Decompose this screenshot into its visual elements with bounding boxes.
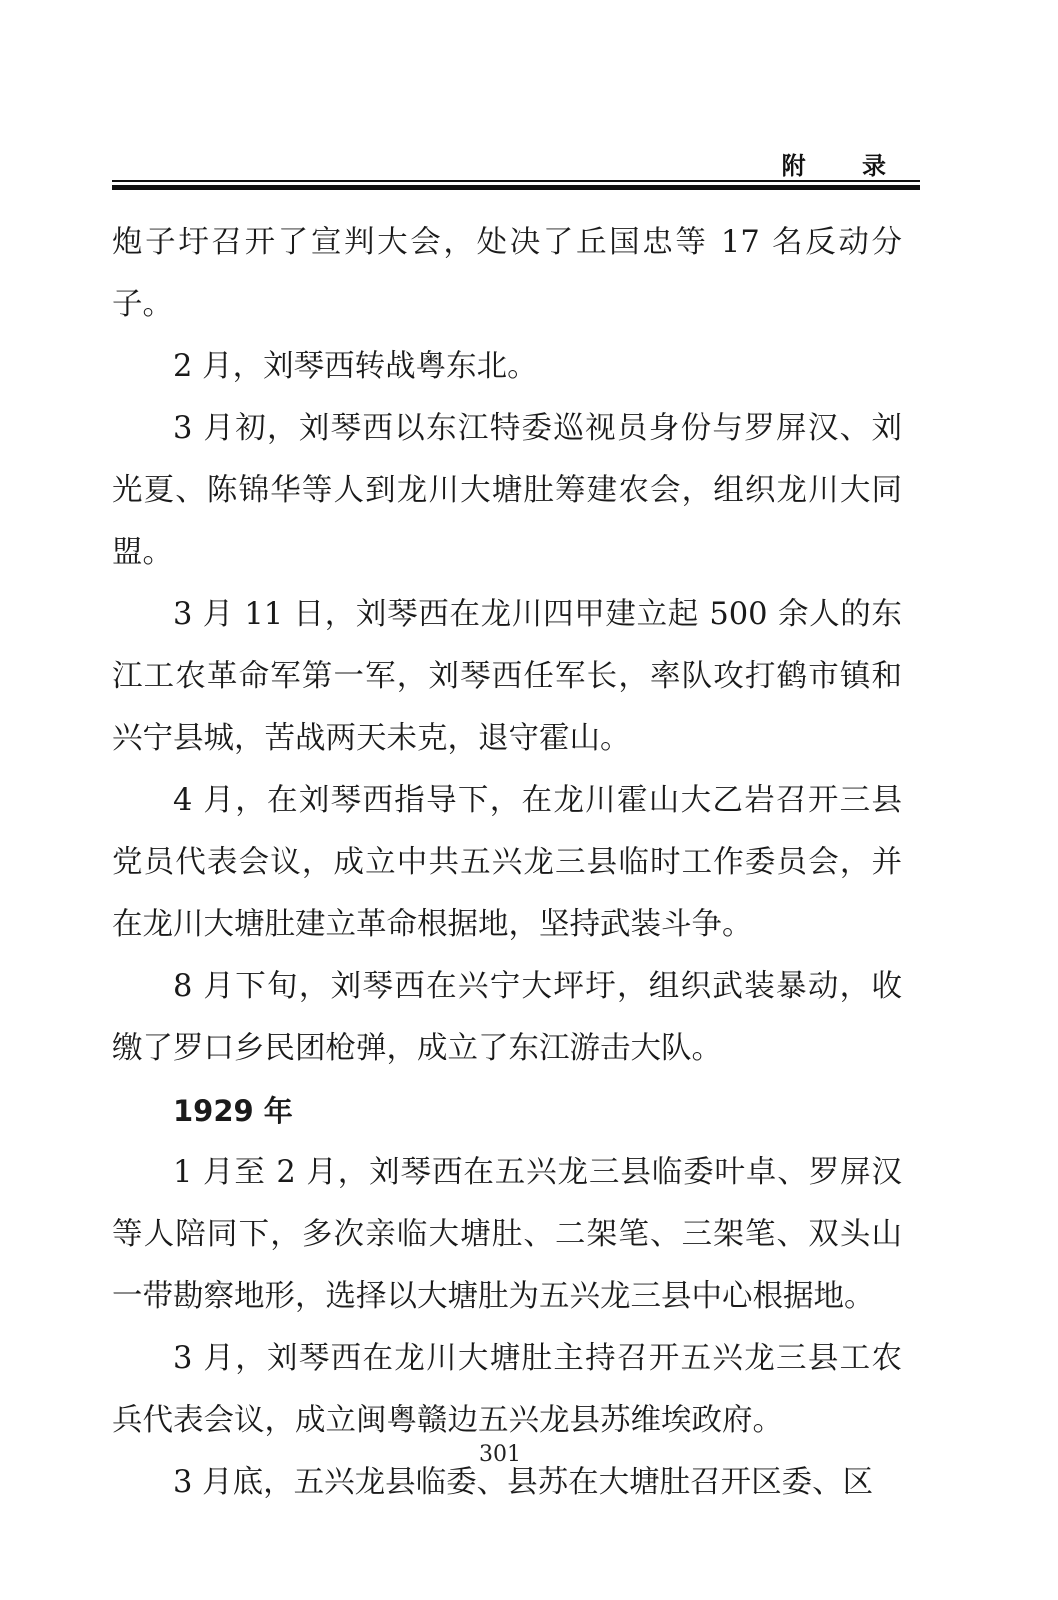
header-rule-thin	[112, 180, 920, 182]
entry-paragraph: 2 月，刘琴西转战粤东北。	[173, 349, 538, 384]
year-heading: 1929 年	[173, 1094, 293, 1128]
body-text	[112, 212, 902, 1514]
section-title: 附 录	[781, 152, 910, 180]
entry-paragraph: 3 月初，刘琴西以东江特委巡视员身份与罗屏汉、刘光夏、陈锦华等人到龙川大塘肚筹建农会，组织龙川大同盟。	[112, 411, 902, 570]
running-header	[112, 146, 920, 194]
page-number: 301	[479, 1442, 521, 1467]
paragraph-continued: 炮子圩召开了宣判大会，处决了丘国忠等 17 名反动分子。	[112, 225, 902, 322]
header-rule-thick	[112, 185, 920, 190]
entry-paragraph: 4 月，在刘琴西指导下，在龙川霍山大乙岩召开三县党员代表会议，成立中共五兴龙三县临时工作委员会，并在龙川大塘肚建立革命根据地，坚持武装斗争。	[112, 783, 902, 942]
entry-paragraph: 3 月，刘琴西在龙川大塘肚主持召开五兴龙三县工农兵代表会议，成立闽粤赣边五兴龙县苏维埃政府。	[112, 1341, 902, 1438]
entry-paragraph: 3 月 11 日，刘琴西在龙川四甲建立起 500 余人的东江工农革命军第一军，刘琴西任军长，率队攻打鹤市镇和兴宁县城，苦战两天未克，退守霍山。	[112, 597, 902, 756]
entry-paragraph: 1 月至 2 月，刘琴西在五兴龙三县临委叶卓、罗屏汉等人陪同下，多次亲临大塘肚、二架笔、三架笔、双头山一带勘察地形，选择以大塘肚为五兴龙三县中心根据地。	[112, 1155, 902, 1314]
entry-paragraph: 3 月底，五兴龙县临委、县苏在大塘肚召开区委、区	[173, 1465, 874, 1500]
entry-paragraph: 8 月下旬，刘琴西在兴宁大坪圩，组织武装暴动，收缴了罗口乡民团枪弹，成立了东江游击大队。	[112, 969, 902, 1066]
